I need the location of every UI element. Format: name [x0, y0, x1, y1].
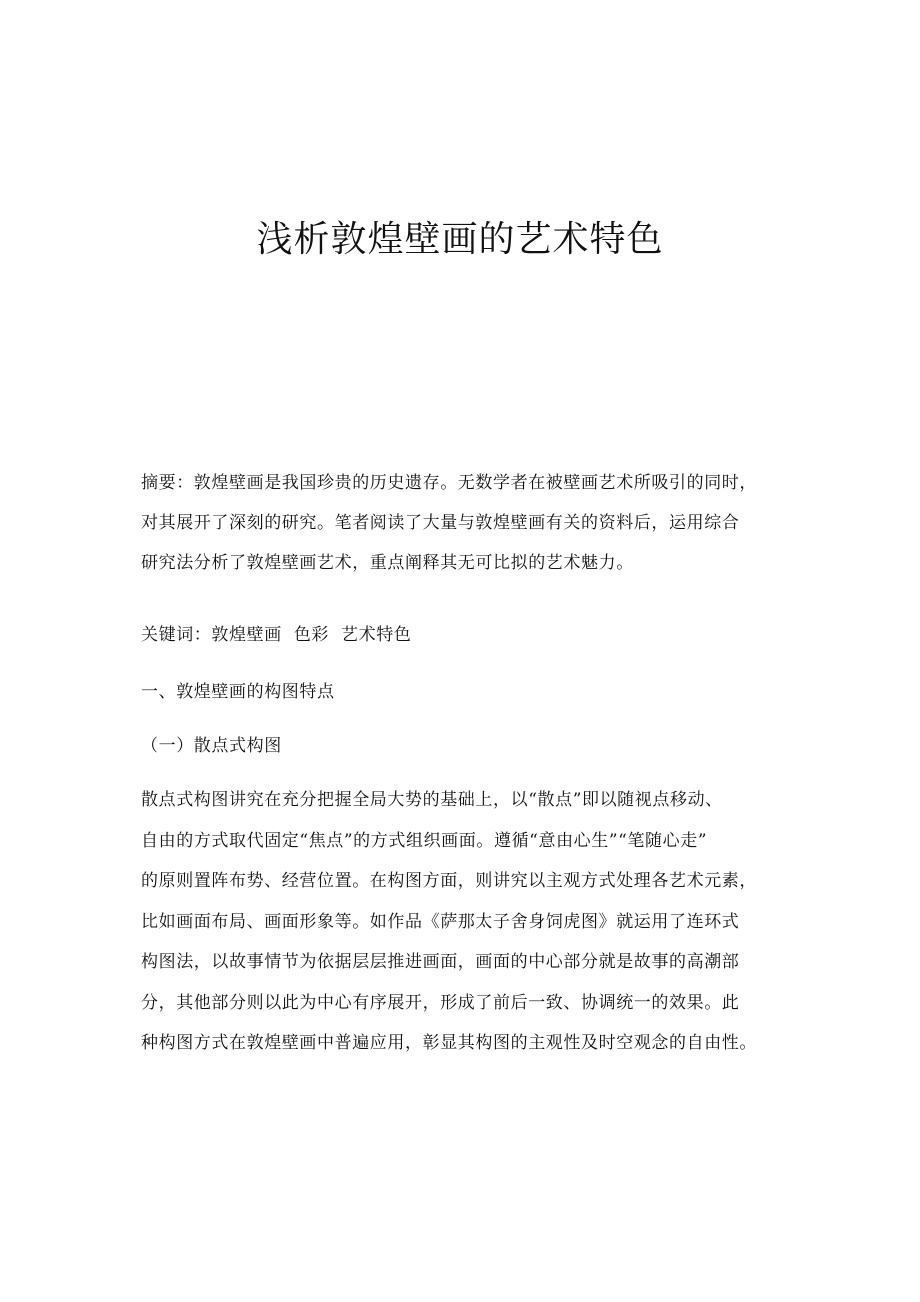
section-heading: 一、敦煌壁画的构图特点 [141, 682, 335, 702]
document-title: 浅析敦煌壁画的艺术特色 [256, 219, 664, 260]
abstract-line: 摘要：敦煌壁画是我国珍贵的历史遗存。无数学者在被壁画艺术所吸引的同时， [141, 473, 757, 493]
abstract-paragraph [141, 463, 781, 583]
paragraph-line: 散点式构图讲究在充分把握全局大势的基础上，以“散点”即以随视点移动、 [141, 790, 723, 810]
abstract-line: 研究法分析了敦煌壁画艺术，重点阐释其无可比拟的艺术魅力。 [141, 553, 634, 573]
keyword-term: 艺术特色 [341, 625, 412, 645]
paragraph-line: 自由的方式取代固定“焦点”的方式组织画面。遵循“意由心生”“笔随心走” [141, 830, 708, 851]
subsection-heading: （一）散点式构图 [141, 736, 282, 756]
abstract-line: 对其展开了深刻的研究。笔者阅读了大量与敦煌壁画有关的资料后，运用综合 [141, 513, 740, 533]
paragraph-line: 的原则置阵布势、经营位置。在构图方面，则讲究以主观方式处理各艺术元素， [141, 871, 757, 891]
body-paragraph [141, 780, 781, 1064]
paragraph-line: 构图法，以故事情节为依据层层推进画面，画面的中心部分就是故事的高潮部 [141, 952, 740, 972]
keyword-term: 敦煌壁画 [211, 625, 282, 645]
keywords-line [141, 615, 781, 655]
paragraph-line: 比如画面布局、画面形象等。如作品《萨那太子舍身饲虎图》就运用了连环式 [141, 911, 740, 932]
keyword-term: 色彩 [293, 625, 330, 645]
paragraph-line: 分，其他部分则以此为中心有序展开，形成了前后一致、协调统一的效果。此 [141, 992, 740, 1013]
keywords-label: 关键词： [141, 625, 212, 645]
paragraph-line: 种构图方式在敦煌壁画中普遍应用，彰显其构图的主观性及时空观念的自由性。 [141, 1033, 757, 1053]
